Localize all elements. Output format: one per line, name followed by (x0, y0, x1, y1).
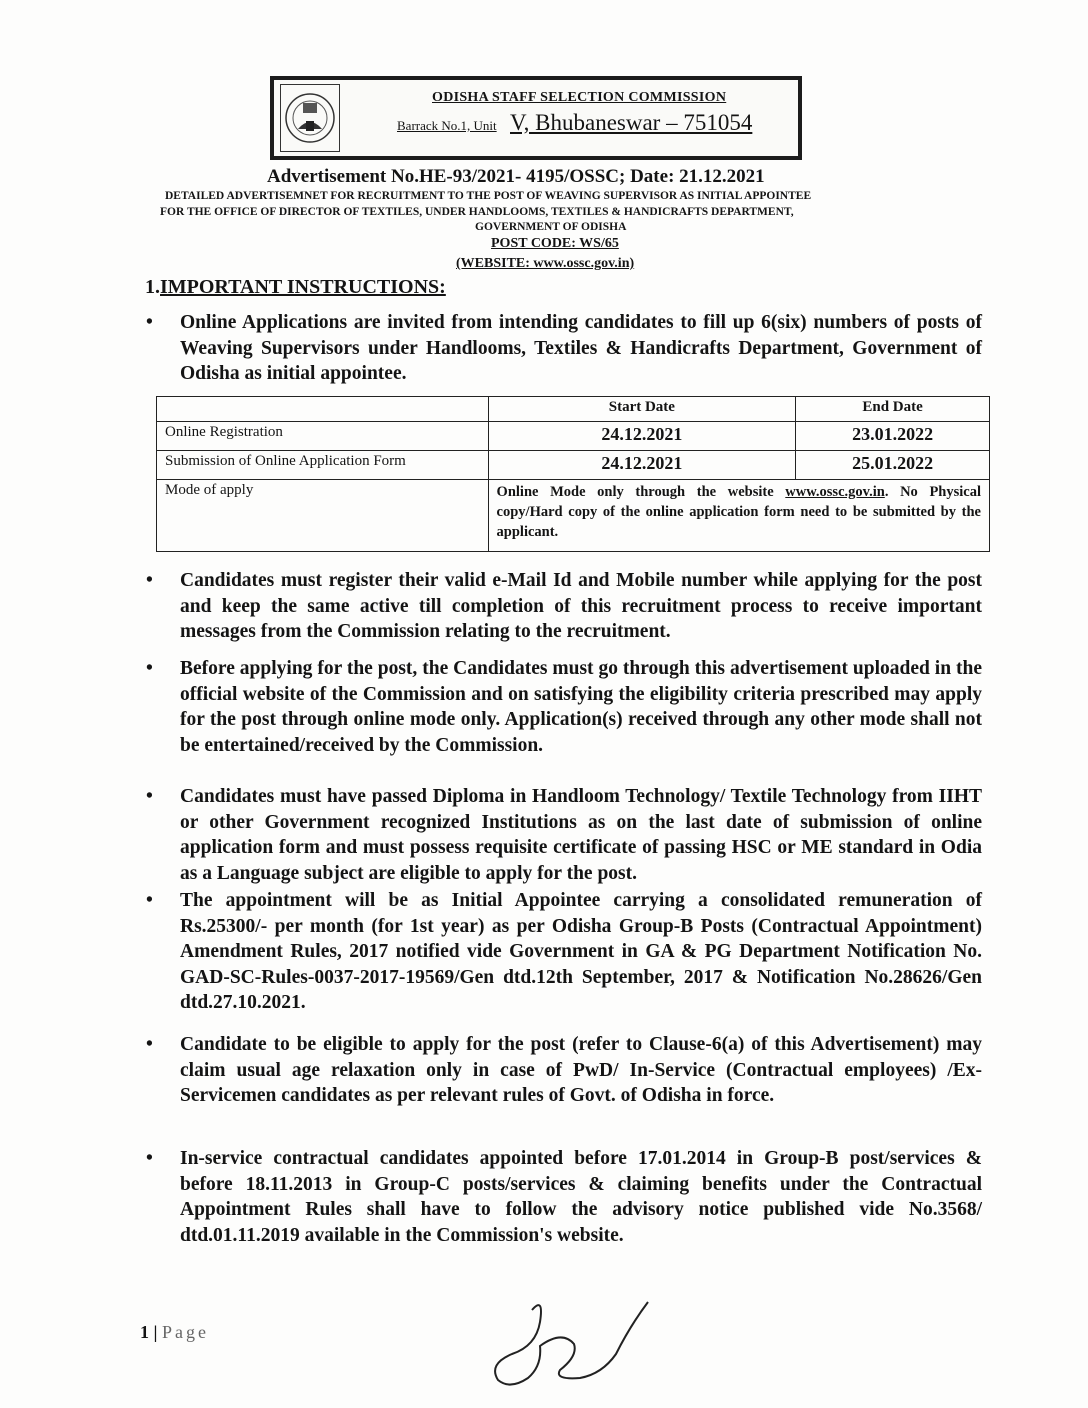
col-end-date: End Date (796, 397, 990, 422)
section-title: IMPORTANT INSTRUCTIONS: (160, 276, 446, 298)
table-row (157, 450, 990, 479)
bullet-text: Candidates must have passed Diploma in Handloom Technology/ Textile Technology from IIHT or other Government recognized Institutions as on the last date of submission of online application form and must possess requisite certificate of passing HSC or ME standard in Odia as a Language subject are eligible to apply for the post. (180, 786, 982, 884)
list-item (146, 1146, 982, 1248)
bullet-icon: • (146, 1148, 153, 1169)
bullet-text: In-service contractual candidates appointed before 17.01.2014 in Group-B post/services & before 18.11.2013 in Group-C posts/services & claiming benefits under the Contractual Appointment Rules shall have to follow the advisory notice published vide No.3568/ dtd.01.11.2019 available in the Commission's website. (180, 1148, 982, 1246)
bullet-icon: • (146, 786, 153, 807)
section-number: 1. (145, 276, 160, 298)
row-label: Submission of Online Application Form (157, 450, 489, 479)
bullet-text: Candidate to be eligible to apply for the post (refer to Clause-6(a) of this Advertisement) may claim usual age relaxation only in case of PwD/ In-Service (Contractual employees) /Ex-Servicemen candidates as per relevant rules of Govt. of Odisha in force. (180, 1034, 982, 1106)
section-heading (145, 276, 446, 299)
list-item (146, 784, 982, 886)
bullet-icon: • (146, 570, 153, 591)
table-header-blank (157, 397, 489, 422)
page-word: Page (161, 1322, 209, 1342)
start-date: 24.12.2021 (488, 450, 796, 479)
bullet-icon: • (146, 890, 153, 911)
col-start-date: Start Date (488, 397, 796, 422)
list-item (146, 888, 982, 1016)
detail-line-2: FOR THE OFFICE OF DIRECTOR OF TEXTILES, UNDER HANDLOOMS, TEXTILES & HANDICRAFTS DEPARTMENT, (160, 206, 794, 218)
mode-description (488, 479, 989, 552)
page-separator: | (149, 1322, 162, 1342)
bullet-text: The appointment will be as Initial Appointee carrying a consolidated remuneration of Rs.25300/- per month (for 1st year) as per Odisha Group-B Posts (Contractual Appointment) Amendment Rules, 2017 notified vide Government in GA & PG Department Notification No. GAD-SC-Rules-0037-2017-19569/Gen dtd.12th September, 2017 & Notification No.28626/Gen dtd.27.10.2021. (180, 890, 982, 1013)
mode-text-prefix: Online Mode only through the website (496, 483, 786, 500)
address-main: V, Bhubaneswar – 751054 (510, 110, 753, 135)
bullet-icon: • (146, 658, 153, 679)
bullet-text: Candidates must register their valid e-Mail Id and Mobile number while applying for the post and keep the same active till completion of this recruitment process to receive important messages from the Commission relating to the recruitment. (180, 570, 982, 642)
mode-label: Mode of apply (157, 479, 489, 552)
detail-line-3: GOVERNMENT OF ODISHA (475, 221, 627, 233)
end-date: 23.01.2022 (796, 421, 990, 450)
table-header-row (157, 397, 990, 422)
org-name: ODISHA STAFF SELECTION COMMISSION (432, 90, 727, 105)
detail-line-1: DETAILED ADVERTISEMNET FOR RECRUITMENT TO THE POST OF WEAVING SUPERVISOR AS INITIAL APPOINTEE (165, 190, 812, 202)
mode-text-suffix: . No Physical copy/Hard copy of the online application form need to be submitted by the applicant. (496, 483, 982, 540)
list-item (146, 656, 982, 758)
page-number: 1 (140, 1322, 149, 1342)
bullet-text: Before applying for the post, the Candidates must go through this advertisement uploaded in the official website of the Commission and on satisfying the eligibility criteria prescribed may apply for the post through online mode only. Application(s) received through any other mode shall not be entertained/received by the Commission. (180, 658, 982, 756)
dates-table (156, 396, 990, 552)
advertisement-number: Advertisement No.HE-93/2021- 4195/OSSC; Date: 21.12.2021 (267, 166, 765, 187)
list-item (146, 1032, 982, 1109)
bullet-icon: • (146, 312, 153, 333)
list-item (146, 568, 982, 645)
emblem-icon (280, 84, 340, 152)
bullet-text: Online Applications are invited from intending candidates to fill up 6(six) numbers of posts of Weaving Supervisors under Handlooms, Textiles & Handicrafts Department, Government of Odisha as initial appointee. (180, 312, 982, 384)
post-code: POST CODE: WS/65 (491, 236, 619, 251)
letterhead (270, 76, 802, 160)
table-row (157, 421, 990, 450)
list-item (146, 310, 982, 387)
address-prefix: Barrack No.1, Unit (397, 118, 497, 133)
table-row (157, 479, 990, 552)
row-label: Online Registration (157, 421, 489, 450)
signature-icon (470, 1290, 650, 1390)
mode-website-link[interactable]: www.ossc.gov.in (785, 483, 885, 500)
start-date: 24.12.2021 (488, 421, 796, 450)
end-date: 25.01.2022 (796, 450, 990, 479)
bullet-icon: • (146, 1034, 153, 1055)
website-link[interactable]: (WEBSITE: www.ossc.gov.in) (456, 256, 635, 271)
page-footer (140, 1322, 209, 1343)
